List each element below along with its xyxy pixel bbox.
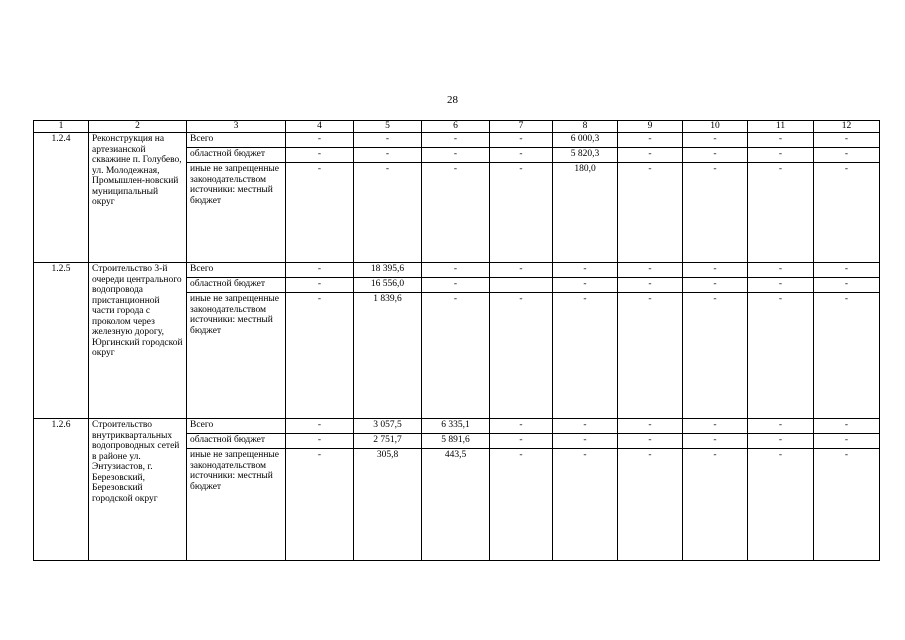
value-cell: 180,0 [553,163,618,263]
funding-source: иные не запрещенные законодательством источники: местный бюджет [187,293,286,419]
item-number: 1.2.6 [34,419,89,561]
value-cell: - [422,133,490,148]
column-number: 7 [490,121,553,133]
column-number: 5 [354,121,422,133]
value-cell: - [490,419,553,434]
value-cell [490,278,553,293]
value-cell: - [618,133,683,148]
value-cell: - [286,293,354,419]
value-cell: - [618,263,683,278]
value-cell: - [618,278,683,293]
value-cell: 443,5 [422,449,490,561]
value-cell: - [618,449,683,561]
value-cell: - [286,278,354,293]
value-cell: - [354,133,422,148]
value-cell: - [683,449,748,561]
value-cell: - [814,278,880,293]
funding-source: Всего [187,263,286,278]
value-cell: - [748,163,814,263]
value-cell: - [748,449,814,561]
funding-source: областной бюджет [187,148,286,163]
value-cell: - [683,434,748,449]
value-cell: 1 839,6 [354,293,422,419]
funding-source: иные не запрещенные законодательством источники: местный бюджет [187,449,286,561]
value-cell: - [490,434,553,449]
value-cell: 16 556,0 [354,278,422,293]
table-row [34,263,880,278]
value-cell: - [553,263,618,278]
value-cell: - [683,293,748,419]
value-cell: - [683,419,748,434]
value-cell: - [748,419,814,434]
value-cell: - [683,133,748,148]
value-cell: - [553,419,618,434]
table-body [34,133,880,561]
column-number-row [34,121,880,133]
column-number: 12 [814,121,880,133]
value-cell: - [490,133,553,148]
value-cell: - [553,449,618,561]
value-cell: - [422,163,490,263]
value-cell: - [814,148,880,163]
value-cell: 5 820,3 [553,148,618,163]
value-cell: 18 395,6 [354,263,422,278]
value-cell: - [490,449,553,561]
value-cell: - [683,148,748,163]
column-number: 1 [34,121,89,133]
value-cell: - [286,449,354,561]
value-cell: 6 000,3 [553,133,618,148]
value-cell: - [683,263,748,278]
funding-table [33,120,880,561]
value-cell: - [748,293,814,419]
value-cell: - [490,293,553,419]
column-number: 11 [748,121,814,133]
column-number: 8 [553,121,618,133]
value-cell: - [748,133,814,148]
value-cell: - [490,263,553,278]
item-number: 1.2.5 [34,263,89,419]
value-cell: - [814,419,880,434]
column-number: 6 [422,121,490,133]
value-cell: - [422,263,490,278]
value-cell: - [286,163,354,263]
item-name: Реконструкция на артезианской скважине п. Голубево, ул. Молодежная, Промышлен-новский муниципальный округ [89,133,187,263]
value-cell: - [814,449,880,561]
value-cell: - [814,293,880,419]
value-cell: - [683,163,748,263]
funding-source: иные не запрещенные законодательством источники: местный бюджет [187,163,286,263]
column-number: 9 [618,121,683,133]
item-name: Строительство 3-й очереди центрального водопровода пристанционной части города с проколом через железную дорогу, Юргинский городской округ [89,263,187,419]
value-cell: 3 057,5 [354,419,422,434]
column-number: 2 [89,121,187,133]
value-cell: - [422,278,490,293]
funding-source: Всего [187,419,286,434]
value-cell: - [618,434,683,449]
table-row [34,419,880,434]
table-row [34,133,880,148]
value-cell: - [814,163,880,263]
value-cell: - [618,148,683,163]
item-name: Строительство внутриквартальных водопроводных сетей в районе ул. Энтузиастов, г. Березовский, Березовский городской округ [89,419,187,561]
value-cell: - [618,163,683,263]
value-cell: - [814,434,880,449]
funding-source: Всего [187,133,286,148]
value-cell: 2 751,7 [354,434,422,449]
value-cell: - [748,278,814,293]
value-cell: - [490,163,553,263]
page-number: 28 [447,94,458,106]
funding-source: областной бюджет [187,278,286,293]
value-cell: - [286,419,354,434]
value-cell: - [286,263,354,278]
value-cell: - [814,263,880,278]
value-cell: - [354,148,422,163]
column-number: 3 [187,121,286,133]
item-number: 1.2.4 [34,133,89,263]
value-cell: - [553,278,618,293]
value-cell: - [490,148,553,163]
value-cell: 5 891,6 [422,434,490,449]
value-cell: - [618,419,683,434]
value-cell: - [354,163,422,263]
value-cell: - [286,434,354,449]
value-cell: - [553,434,618,449]
value-cell: - [683,278,748,293]
value-cell: - [748,263,814,278]
value-cell: 305,8 [354,449,422,561]
column-number: 10 [683,121,748,133]
funding-source: областной бюджет [187,434,286,449]
value-cell: 6 335,1 [422,419,490,434]
value-cell: - [814,133,880,148]
value-cell: - [618,293,683,419]
value-cell: - [748,434,814,449]
value-cell: - [422,148,490,163]
value-cell: - [286,133,354,148]
column-number: 4 [286,121,354,133]
value-cell: - [553,293,618,419]
value-cell: - [422,293,490,419]
value-cell: - [286,148,354,163]
value-cell: - [748,148,814,163]
